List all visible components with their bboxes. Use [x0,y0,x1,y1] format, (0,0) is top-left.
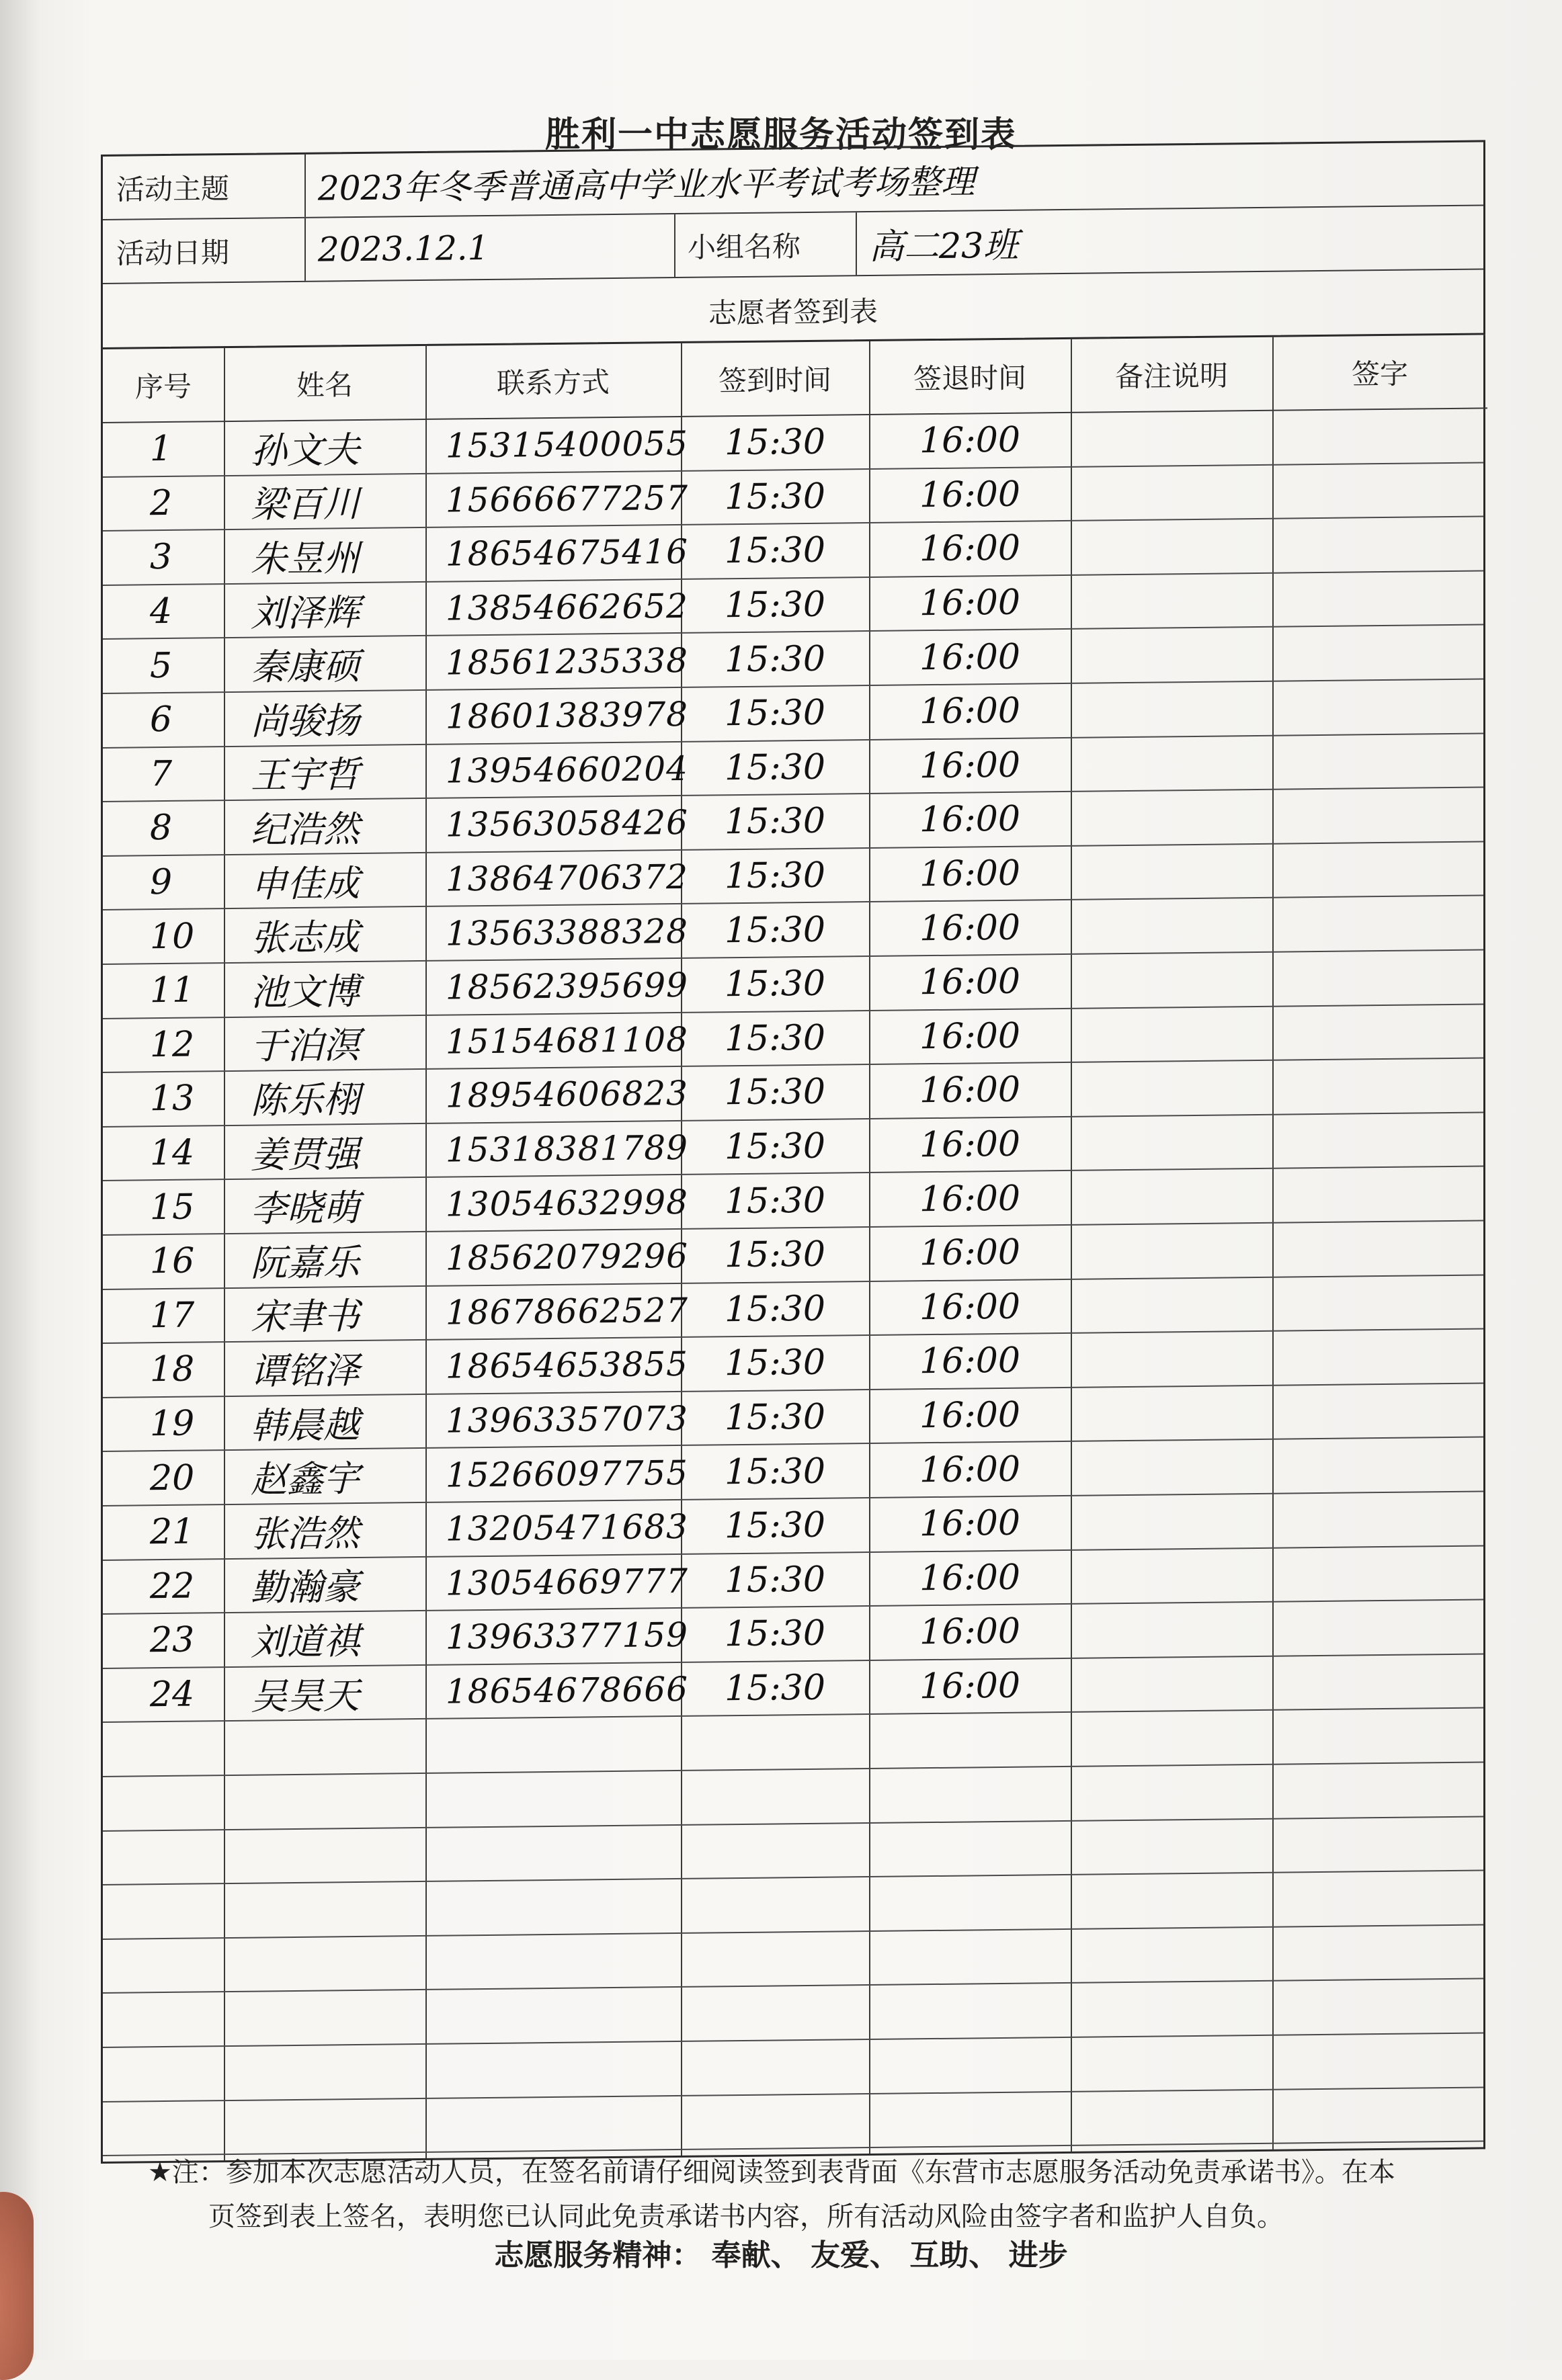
signature [1272,409,1487,464]
col-header-remarks: 备注说明 [1071,337,1272,413]
row-number: 5 [150,645,173,686]
volunteer-name: 勤瀚豪 [251,1566,360,1610]
check-out-time [869,2038,1071,2093]
volunteer-name [224,1828,425,1883]
signature [1272,517,1487,572]
check-out-time: 16:00 [919,1502,1020,1545]
volunteer-name [224,1937,425,1992]
check-in-time: 15:30 [725,638,825,680]
row-number [103,1939,224,1992]
remarks [1071,628,1272,683]
contact-phone [425,2042,681,2098]
group-label: 小组名称 [688,229,801,264]
check-out-time: 16:00 [919,528,1020,570]
signature [1272,1330,1487,1385]
check-in-time: 15:30 [725,1125,825,1168]
remarks [1071,1819,1272,1874]
check-in-time: 15:30 [725,1396,825,1439]
signature [1272,1762,1487,1818]
contact-phone: 13864706372 [446,857,688,899]
volunteer-name: 朱昱州 [251,536,360,581]
contact-phone: 13854662652 [446,586,688,628]
row-number: 17 [150,1295,195,1336]
check-out-time [869,1821,1071,1876]
volunteer-name: 申佳成 [251,861,360,906]
check-in-time: 15:30 [725,1667,825,1709]
remarks [1071,1873,1272,1928]
check-in-time: 15:30 [725,1288,825,1330]
contact-phone [425,1717,681,1773]
remarks [1071,1440,1272,1495]
signature [1272,842,1487,897]
row-number: 8 [150,808,173,849]
volunteer-name: 秦康硕 [251,645,360,689]
remarks [1071,1061,1272,1116]
volunteer-name: 宋聿书 [251,1295,360,1339]
contact-phone [425,2096,681,2152]
row-number: 15 [150,1187,195,1228]
row-number [103,2047,224,2100]
volunteer-name: 张志成 [251,916,360,960]
check-in-time: 15:30 [725,530,825,572]
volunteer-table [101,335,1485,2164]
remarks [1071,2036,1272,2091]
remarks [1071,1603,1272,1658]
check-in-time: 15:30 [725,1017,825,1060]
check-in-time: 15:30 [725,1072,825,1113]
row-number: 2 [150,482,173,524]
remarks [1071,1386,1272,1441]
row-number: 6 [150,699,173,740]
contact-phone [425,1988,681,2043]
row-number [103,1722,224,1775]
remarks [1071,1494,1272,1549]
remarks [1071,1224,1272,1279]
volunteer-name [224,1774,425,1829]
signature [1272,1384,1487,1439]
volunteer-name: 赵鑫宇 [251,1457,360,1501]
row-number [103,1830,224,1884]
volunteer-name: 梁百川 [251,482,360,527]
signature [1272,1005,1487,1060]
remarks [1071,519,1272,575]
check-out-time [869,1713,1071,1768]
date-value: 2023.12.1 [318,228,489,269]
signature [1272,1221,1487,1276]
check-out-time: 16:00 [919,1070,1020,1111]
signature [1272,1059,1487,1114]
signature [1272,1817,1487,1872]
check-in-time: 15:30 [725,801,825,843]
signature [1272,1546,1487,1601]
page-title: 胜利一中志愿服务活动签到表 [544,115,1017,155]
check-out-time: 16:00 [919,1394,1020,1437]
row-number: 21 [150,1511,195,1553]
contact-phone [425,1826,681,1881]
signature [1272,1113,1487,1168]
check-in-time: 15:30 [725,1613,825,1655]
contact-phone [425,1771,681,1827]
check-in-time [681,1715,869,1770]
remarks [1071,736,1272,791]
check-out-time: 16:00 [919,745,1020,787]
volunteer-name: 韩晨越 [251,1403,360,1447]
check-out-time: 16:00 [919,1123,1020,1166]
row-number [103,1992,224,2046]
row-number: 3 [150,537,173,578]
row-number: 4 [150,591,173,632]
signature [1272,1492,1487,1547]
check-out-time: 16:00 [919,1178,1020,1220]
volunteer-name: 刘泽辉 [251,591,360,635]
contact-phone: 18562079296 [446,1236,688,1278]
page-edge-shadow [0,0,40,2360]
check-in-time: 15:30 [725,693,825,734]
check-in-time [681,2094,869,2150]
date-label: 活动日期 [116,235,230,270]
contact-phone: 15315400055 [446,424,688,466]
contact-phone: 13963377159 [446,1615,688,1658]
sign-in-form [101,140,1485,2164]
row-number: 11 [150,970,195,1011]
check-out-time [869,2092,1071,2147]
col-header-signature: 签字 [1272,335,1487,411]
contact-phone [425,1879,681,1935]
theme-value: 2023年冬季普通高中学业水平考试考场整理 [318,161,975,208]
remarks [1071,1982,1272,2037]
volunteer-name: 孙文夫 [251,428,360,472]
theme-label: 活动主题 [116,171,230,206]
col-header-check-out: 签退时间 [869,339,1071,415]
contact-phone: 13054669777 [446,1561,688,1603]
volunteer-name: 张浩然 [251,1511,360,1556]
check-out-time: 16:00 [919,799,1020,841]
contact-phone: 15318381789 [446,1128,688,1170]
remarks [1071,682,1272,737]
group-value: 高二23班 [869,225,1019,268]
check-out-time: 16:00 [919,1611,1020,1653]
volunteer-name: 李晓萌 [251,1187,360,1230]
footer-note-line-1: ★注：参加本次志愿活动人员，在签名前请仔细阅读签到表背面《东营市志愿服务活动免责承诺书》。在本 [148,2157,1395,2188]
volunteer-name: 池文博 [251,970,360,1014]
row-number: 24 [150,1674,195,1715]
contact-phone: 13963357073 [446,1398,688,1441]
check-out-time: 16:00 [919,1665,1020,1707]
contact-phone: 18654678666 [446,1669,688,1711]
remarks [1071,574,1272,629]
check-in-time: 15:30 [725,855,825,897]
remarks [1071,1332,1272,1387]
row-number: 19 [150,1403,195,1445]
signature [1272,1167,1487,1222]
contact-phone: 15666677257 [446,478,688,520]
volunteer-name: 尚骏扬 [251,699,360,743]
remarks [1071,411,1272,466]
check-in-time: 15:30 [725,964,825,1005]
volunteer-name: 阮嘉乐 [251,1240,360,1285]
check-out-time [869,1875,1071,1930]
check-out-time: 16:00 [919,1232,1020,1274]
finger-in-frame [0,2192,34,2380]
remarks [1071,1548,1272,1603]
check-in-time: 15:30 [725,1559,825,1601]
signature [1272,950,1487,1005]
check-out-time: 16:00 [919,474,1020,516]
signature [1272,1871,1487,1926]
check-out-time: 16:00 [919,690,1020,732]
contact-phone: 13205471683 [446,1507,688,1549]
row-number: 22 [150,1566,195,1607]
footer-motto: 志愿服务精神： 奉献、 友爱、 互助、 进步 [494,2238,1068,2272]
row-number [103,1776,224,1830]
contact-phone: 15266097755 [446,1453,688,1495]
activity-header-table [101,140,1485,349]
contact-phone: 18954606823 [446,1074,688,1116]
row-number: 14 [150,1132,195,1174]
volunteer-name: 王宇哲 [251,753,360,798]
signature [1272,1438,1487,1493]
signature [1272,2088,1487,2143]
check-in-time [681,1824,869,1879]
volunteer-name: 谭铭泽 [251,1349,360,1393]
volunteer-name: 纪浩然 [251,807,360,851]
check-in-time [681,1877,869,1932]
check-out-time: 16:00 [919,1449,1020,1490]
check-out-time [869,1767,1071,1822]
check-in-time [681,2040,869,2095]
row-number: 20 [150,1457,195,1498]
check-out-time: 16:00 [919,907,1020,949]
remarks [1071,465,1272,520]
footer-note [148,2150,1465,2239]
check-in-time: 15:30 [725,1180,825,1222]
contact-phone: 18561235338 [446,640,688,683]
signature [1272,1654,1487,1709]
check-in-time: 15:30 [725,909,825,951]
remarks [1071,953,1272,1008]
row-number: 12 [150,1024,195,1066]
contact-phone: 18654653855 [446,1345,688,1387]
footer-note-line-2: 页签到表上签名，表明您已认同此免责承诺书内容，所有活动风险由签字者和监护人自负。 [208,2201,1284,2232]
remarks [1071,845,1272,900]
signature [1272,788,1487,843]
remarks [1071,1711,1272,1766]
remarks [1071,1765,1272,1820]
volunteer-name [224,2045,425,2100]
remarks [1071,1657,1272,1712]
signature [1272,734,1487,789]
col-header-number: 序号 [103,348,224,423]
remarks [1071,790,1272,845]
volunteer-name: 刘道祺 [251,1619,360,1664]
check-in-time [681,1986,869,2041]
signature [1272,1925,1487,1980]
check-out-time: 16:00 [919,1557,1020,1599]
row-number: 7 [150,753,173,795]
contact-phone: 13563058426 [446,803,688,845]
check-in-time [681,1932,869,1987]
volunteer-name [224,1990,425,2045]
contact-phone: 18678662527 [446,1290,688,1332]
contact-phone: 15154681108 [446,1019,688,1062]
contact-phone: 13563388328 [446,911,688,953]
row-number [103,1884,224,1938]
row-number: 18 [150,1349,195,1390]
row-number: 1 [150,429,173,470]
remarks [1071,1007,1272,1062]
signature [1272,1709,1487,1764]
remarks [1071,898,1272,953]
contact-phone: 13954660204 [446,749,688,791]
check-in-time: 15:30 [725,1451,825,1492]
remarks [1071,1115,1272,1171]
col-header-check-in: 签到时间 [681,341,869,417]
table-caption: 志愿者签到表 [708,294,878,330]
check-out-time: 16:00 [919,636,1020,678]
row-number: 23 [150,1620,195,1661]
contact-phone: 13054632998 [446,1182,688,1224]
volunteer-name [224,1882,425,1937]
contact-phone: 18601383978 [446,695,688,736]
check-out-time: 16:00 [919,419,1020,462]
volunteer-name: 吴昊天 [251,1674,360,1718]
row-number [103,2101,224,2155]
row-number: 13 [150,1078,195,1119]
signature [1272,1275,1487,1330]
check-in-time: 15:30 [725,422,825,464]
check-in-time: 15:30 [725,584,825,626]
check-out-time: 16:00 [919,961,1020,1003]
col-header-name: 姓名 [224,346,425,422]
remarks [1071,1928,1272,1983]
signature [1272,626,1487,681]
signature [1272,463,1487,518]
remarks [1071,1169,1272,1224]
remarks [1071,1277,1272,1332]
check-out-time: 16:00 [919,853,1020,895]
signature [1272,571,1487,626]
check-in-time: 15:30 [725,747,825,789]
check-in-time: 15:30 [725,1505,825,1547]
contact-phone: 18654675416 [446,532,688,575]
check-out-time: 16:00 [919,582,1020,624]
signature [1272,2033,1487,2088]
check-in-time: 15:30 [725,476,825,518]
check-in-time: 15:30 [725,1234,825,1276]
check-in-time: 15:30 [725,1343,825,1384]
col-header-contact: 联系方式 [425,343,681,420]
contact-phone: 18562395699 [446,966,688,1007]
row-number: 9 [150,861,173,903]
check-in-time [681,1769,869,1824]
check-out-time: 16:00 [919,1286,1020,1328]
volunteer-name: 姜贯强 [251,1132,360,1177]
signature [1272,679,1487,734]
row-number: 10 [150,916,195,957]
remarks [1071,2090,1272,2145]
check-out-time [869,1984,1071,2039]
contact-phone [425,1934,681,1990]
volunteer-name [224,2099,425,2154]
check-out-time: 16:00 [919,1015,1020,1058]
row-number: 16 [150,1240,195,1282]
check-out-time: 16:00 [919,1341,1020,1382]
volunteer-name: 陈乐栩 [251,1078,360,1122]
volunteer-name [224,1719,425,1775]
signature [1272,1980,1487,2035]
signature [1272,1601,1487,1656]
check-out-time [869,1930,1071,1985]
signature [1272,896,1487,951]
volunteer-name: 于泊溟 [251,1024,360,1068]
